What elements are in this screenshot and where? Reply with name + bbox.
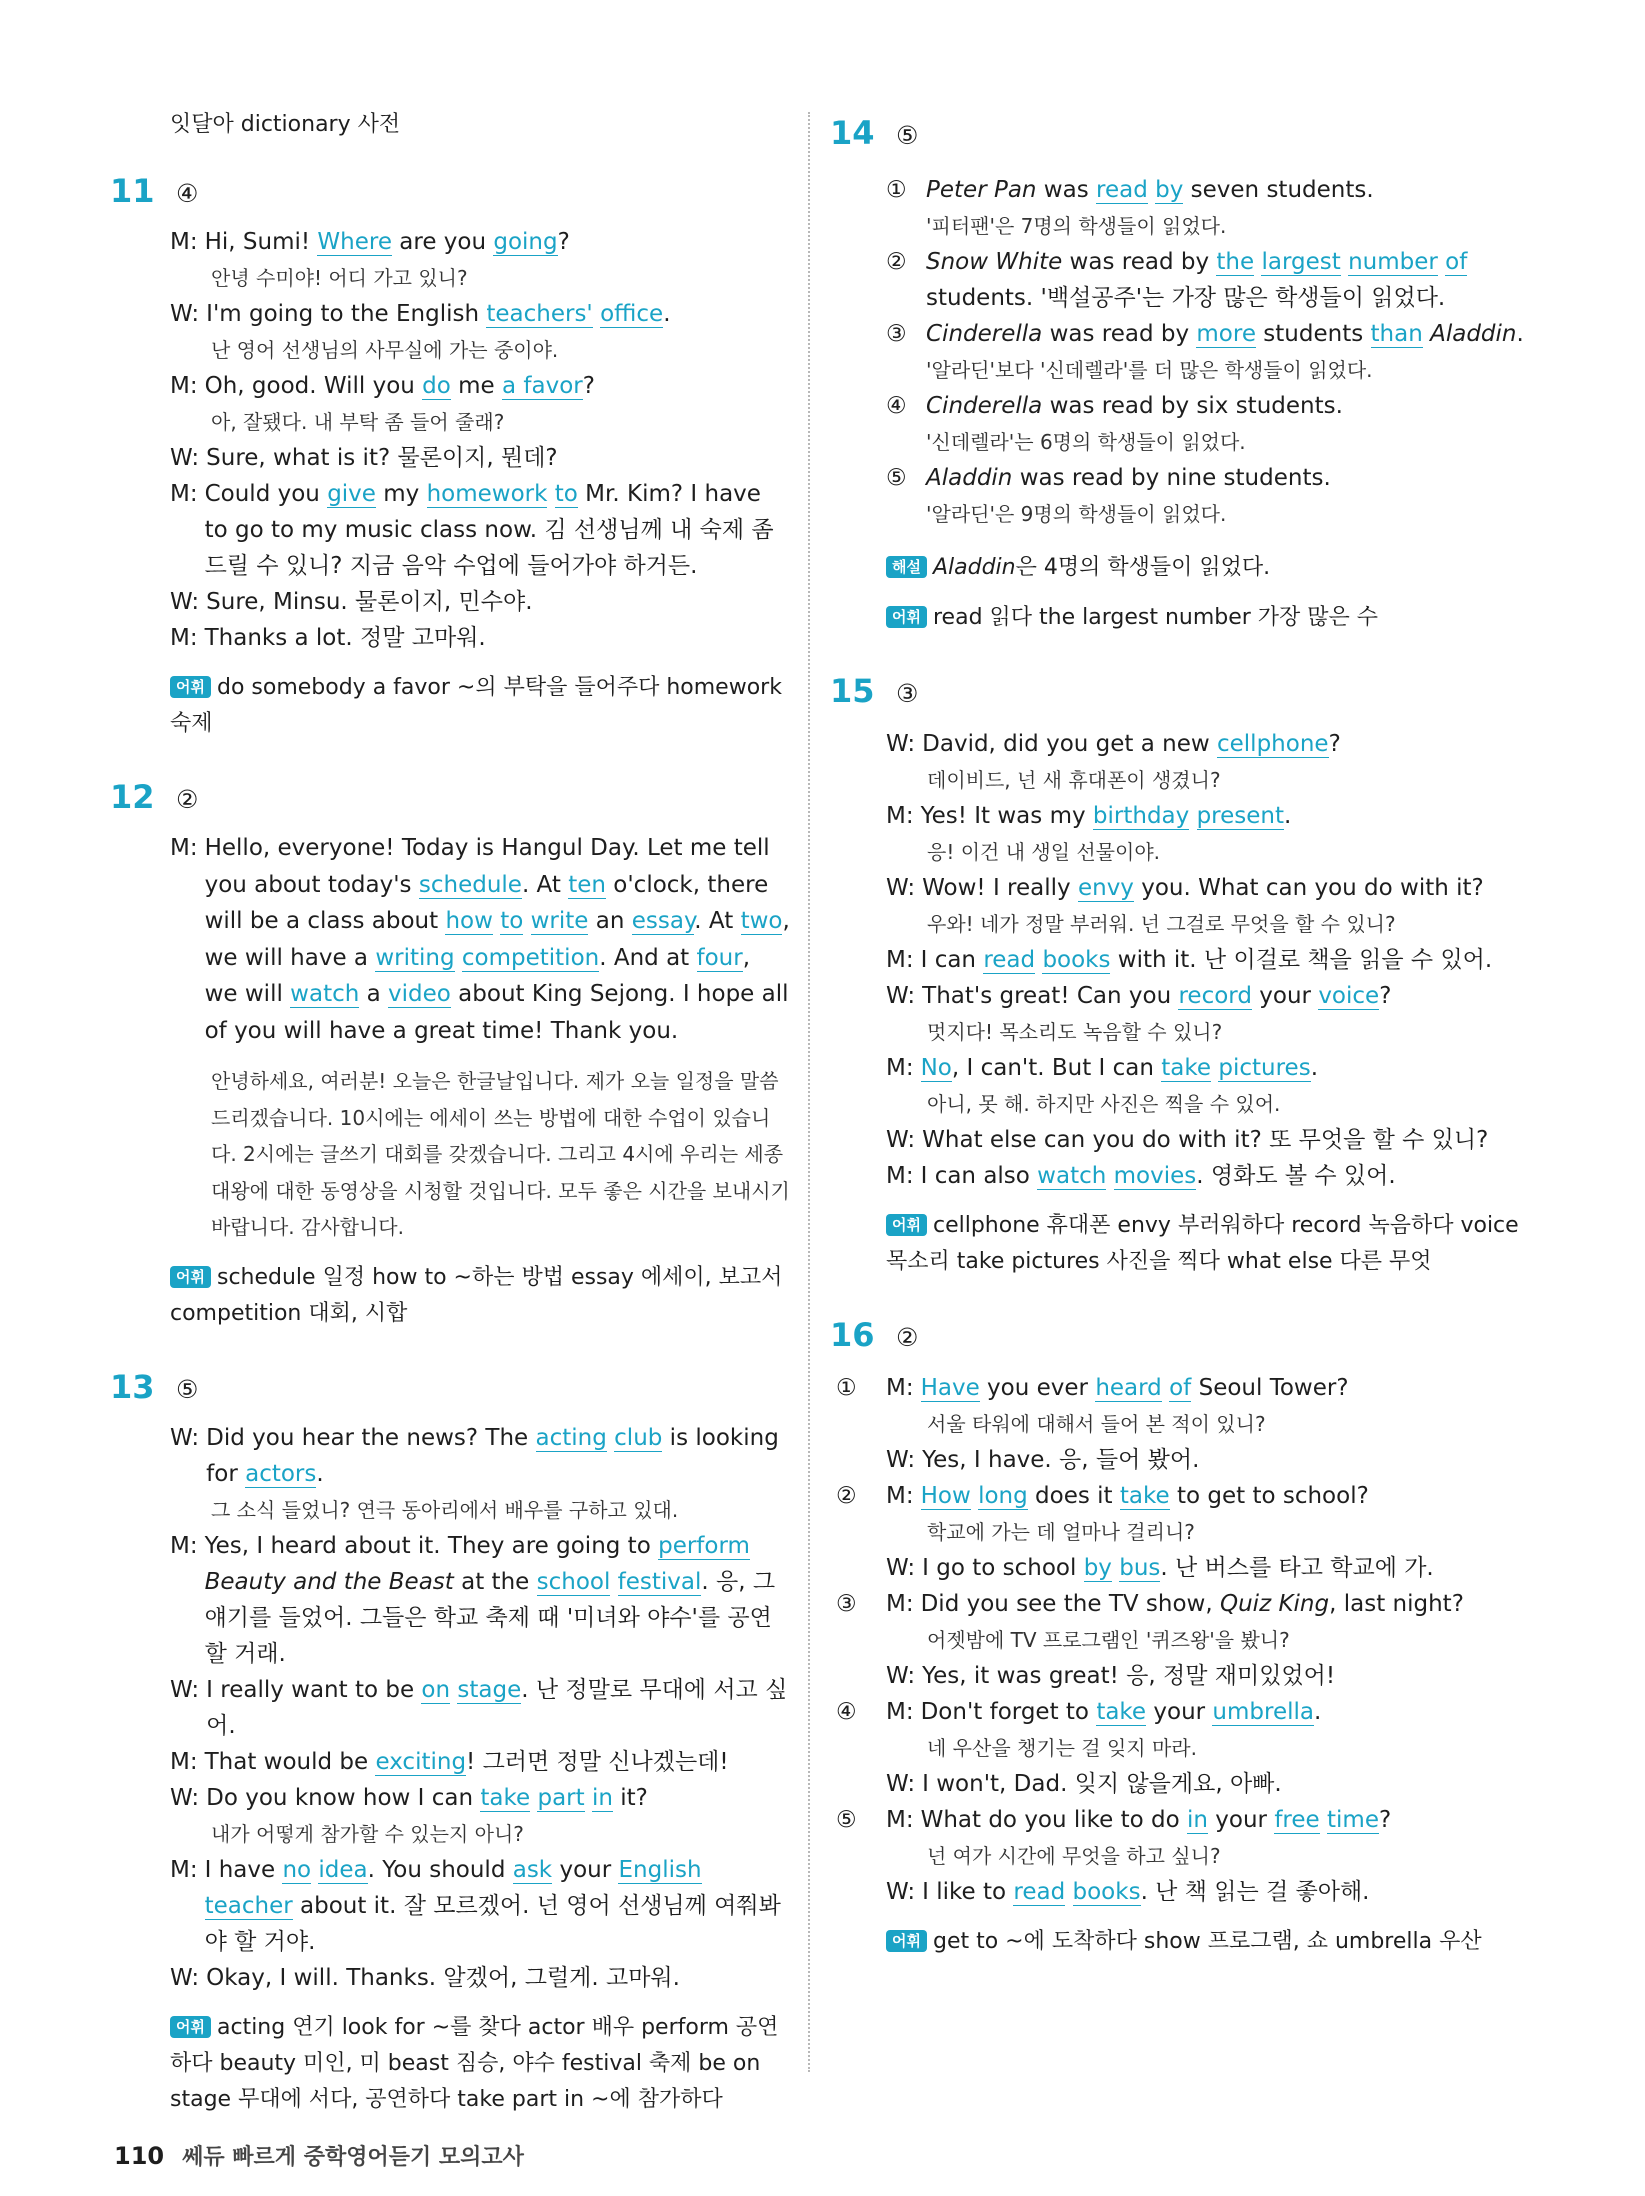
blank-answer: exciting — [375, 1748, 467, 1775]
left-column — [110, 108, 790, 2118]
blank-answer: more — [1196, 321, 1256, 347]
option-number: ⑤ — [886, 465, 907, 491]
question-11 — [110, 166, 790, 742]
speaker: M: — [170, 1748, 198, 1775]
blank-answer: envy — [1077, 875, 1134, 901]
blank-answer: stage — [457, 1676, 522, 1703]
blank-answer: books — [1072, 1879, 1141, 1905]
speaker: M: — [170, 835, 198, 861]
blank-answer: number — [1348, 249, 1438, 275]
translation: 우와! 네가 정말 부러워. 넌 그걸로 무엇을 할 수 있니? — [927, 912, 1396, 936]
speaker: M: — [170, 229, 198, 255]
answer-mark: ④ — [176, 179, 199, 208]
speaker: W: — [886, 1879, 916, 1905]
translation: 그 소식 들었니? 연극 동아리에서 배우를 구하고 있대. — [211, 1497, 679, 1522]
translation: '피터팬'은 7명의 학생들이 읽었다. — [926, 214, 1227, 238]
translation: 안녕하세요, 여러분! 오늘은 한글날입니다. 제가 오늘 일정을 말씀드리겠습니다. 10시에는 에세이 쓰는 방법에 대한 수업이 있습니다. 2시에는 글쓰기 대회를 갖겠습니다. 그리고 4시에 우리는 세종대왕에 대한 동영상을 시청할 것입니다. 모두 좋은 시간을 보내시기 바랍니다. 감사합니다. — [211, 1069, 790, 1239]
right-column — [830, 108, 1530, 1960]
vocab-note: 어휘 read 읽다 the largest number 가장 많은 수 — [886, 600, 1530, 636]
blank-answer: No — [920, 1055, 952, 1081]
dialogue-line: W: Sure, Minsu. 물론이지, 민수야. — [170, 584, 790, 620]
translation: 내가 어떻게 참가할 수 있는지 아니? — [211, 1821, 524, 1846]
option-4: ④ M: Don't forget to take your umbrella. — [886, 1694, 1530, 1730]
blank-answer: by — [1083, 1555, 1112, 1581]
speaker: W: — [886, 731, 916, 757]
dialogue-line: W: I won't, Dad. 잊지 않을게요, 아빠. — [886, 1766, 1530, 1802]
book-title: 쎄듀 빠르게 중학영어듣기 모의고사 — [182, 2145, 524, 2170]
question-number: 15 — [830, 672, 875, 710]
dialogue-line: W: I go to school by bus. 난 버스를 타고 학교에 가. — [886, 1550, 1530, 1586]
blank-answer: than — [1370, 321, 1423, 347]
blank-answer: festival — [617, 1568, 702, 1595]
blank-answer: four — [696, 944, 743, 971]
option-number: ② — [886, 249, 907, 275]
question-12 — [110, 772, 790, 1332]
dialogue-line: M: I can also watch movies. 영화도 볼 수 있어. — [886, 1158, 1530, 1194]
blank-answer: umbrella — [1212, 1699, 1314, 1725]
speaker: M: — [886, 947, 914, 973]
speaker: W: — [886, 875, 916, 901]
blank-answer: club — [614, 1424, 663, 1451]
translation: 학교에 가는 데 얼마나 걸리니? — [927, 1520, 1195, 1544]
blank-answer: two — [740, 908, 783, 934]
translation: '신데렐라'는 6명의 학생들이 읽었다. — [926, 430, 1246, 454]
question-number: 11 — [110, 172, 155, 210]
blank-answer: take — [480, 1784, 531, 1811]
dialogue-line: M: Yes, I heard about it. They are going to perform Beauty and the Beast at the school festival. 응, 그 얘기를 들었어. 그들은 학교 축제 때 '미녀와 야수'를 공연할 거래. — [170, 1528, 790, 1672]
speaker: W: — [170, 589, 200, 615]
translation: 아, 잘됐다. 내 부탁 좀 들어 줄래? — [211, 410, 505, 434]
speaker: M: — [886, 1591, 914, 1617]
blank-answer: part — [537, 1784, 585, 1811]
dialogue-line: M: Hi, Sumi! Where are you going? — [170, 224, 790, 260]
blank-answer: books — [1042, 947, 1111, 973]
vocab-badge: 어휘 — [886, 1930, 927, 1952]
option-5: ⑤ M: What do you like to do in your free time? — [886, 1802, 1530, 1838]
blank-answer: do — [422, 373, 451, 399]
blank-answer: to — [500, 908, 524, 934]
translation: 어젯밤에 TV 프로그램인 '퀴즈왕'을 봤니? — [927, 1628, 1290, 1652]
speaker: M: — [886, 1055, 914, 1081]
blank-answer: idea — [318, 1856, 368, 1883]
question-header — [110, 1362, 790, 1412]
speaker: W: — [886, 1771, 916, 1797]
page-number: 110 — [114, 2142, 165, 2170]
question-header — [830, 1310, 1530, 1360]
dialogue-line: M: Yes! It was my birthday present. — [886, 798, 1530, 834]
blank-answer: give — [327, 481, 376, 507]
explanation-note: 해설 Aladdin은 4명의 학생들이 읽었다. — [886, 550, 1530, 586]
speaker: M: — [886, 1807, 914, 1833]
dialogue-line: M: That would be exciting! 그러면 정말 신나겠는데! — [170, 1744, 790, 1780]
blank-answer: of — [1445, 249, 1468, 275]
blank-answer: take — [1096, 1699, 1147, 1725]
option-3: ③ M: Did you see the TV show, Quiz King, last night? — [886, 1586, 1530, 1622]
vocab-badge: 어휘 — [170, 1266, 211, 1288]
blank-answer: essay — [631, 908, 695, 934]
dialogue-line: M: Could you give my homework to Mr. Kim? I have to go to my music class now. 김 선생님께 내 숙제 좀 드릴 수 있니? 지금 음악 수업에 들어가야 하거든. — [170, 476, 790, 584]
title-italic: Beauty and the Beast — [204, 1568, 454, 1595]
option-number: ③ — [836, 1591, 857, 1617]
speaker: W: — [886, 1555, 916, 1581]
speaker: M: — [170, 1532, 198, 1559]
blank-answer: watch — [1037, 1163, 1107, 1189]
blank-answer: teachers' — [486, 301, 593, 327]
dialogue-line: W: Yes, I have. 응, 들어 봤어. — [886, 1442, 1530, 1478]
dialogue-line: W: Yes, it was great! 응, 정말 재미있었어! — [886, 1658, 1530, 1694]
column-divider — [808, 112, 810, 2072]
option-5: ⑤ Aladdin was read by nine students. — [886, 460, 1530, 496]
option-4: ④ Cinderella was read by six students. — [886, 388, 1530, 424]
blank-answer: writing — [375, 944, 455, 971]
blank-answer: going — [493, 229, 558, 255]
translation: 데이비드, 넌 새 휴대폰이 생겼니? — [927, 768, 1221, 792]
dialogue-line: W: David, did you get a new cellphone? — [886, 726, 1530, 762]
vocab-badge: 어휘 — [170, 2016, 211, 2038]
blank-answer: teacher — [204, 1892, 293, 1919]
question-15 — [830, 666, 1530, 1280]
dialogue-line: W: Wow! I really envy you. What can you do with it? — [886, 870, 1530, 906]
speaker: W: — [170, 1676, 200, 1703]
question-header — [110, 772, 790, 822]
blank-answer: long — [978, 1483, 1028, 1509]
blank-answer: schedule — [418, 871, 522, 898]
speaker: W: — [886, 1663, 916, 1689]
dialogue-line: M: Oh, good. Will you do me a favor? — [170, 368, 790, 404]
translation: 멋지다! 목소리도 녹음할 수 있니? — [927, 1020, 1223, 1044]
translation: '알라딘'보다 '신데렐라'를 더 많은 학생들이 읽었다. — [926, 358, 1373, 382]
translation: 넌 여가 시간에 무엇을 하고 싶니? — [927, 1844, 1221, 1868]
vocab-note: 어휘 acting 연기 look for ~를 찾다 actor 배우 perform 공연하다 beauty 미인, 미 beast 짐승, 야수 festival 축제 be on stage 무대에 서다, 공연하다 take part in ~에 참가하다 — [170, 2014, 779, 2112]
option-number: ① — [886, 177, 907, 203]
blank-answer: pictures — [1218, 1055, 1311, 1081]
dialogue-line: W: What else can you do with it? 또 무엇을 할 수 있니? — [886, 1122, 1530, 1158]
vocab-note: 어휘 cellphone 휴대폰 envy 부러워하다 record 녹음하다 voice 목소리 take pictures 사진을 찍다 what else 다른 무엇 — [886, 1213, 1519, 1274]
answer-mark: ② — [896, 1323, 919, 1352]
blank-answer: of — [1169, 1375, 1192, 1401]
speaker: M: — [170, 625, 198, 651]
question-14 — [830, 108, 1530, 636]
dialogue-line: M: No, I can't. But I can take pictures. — [886, 1050, 1530, 1086]
option-2: ② M: How long does it take to get to school? — [886, 1478, 1530, 1514]
blank-answer: write — [530, 908, 589, 934]
vocab-badge: 어휘 — [170, 676, 211, 698]
blank-answer: English — [618, 1856, 702, 1883]
option-3: ③ Cinderella was read by more students than Aladdin. — [886, 316, 1530, 352]
blank-answer: perform — [658, 1532, 750, 1559]
translation: 네 우산을 챙기는 걸 잊지 마라. — [927, 1736, 1197, 1760]
blank-answer: to — [554, 481, 578, 507]
blank-answer: take — [1119, 1483, 1170, 1509]
blank-answer: read — [983, 947, 1036, 973]
speaker: W: — [886, 1127, 916, 1153]
blank-answer: movies — [1113, 1163, 1197, 1189]
speaker: M: — [886, 803, 914, 829]
blank-answer: video — [388, 981, 451, 1007]
dialogue-line: M: I have no idea. You should ask your English teacher about it. 잘 모르겠어. 넌 영어 선생님께 여쭤봐야 할 거야. — [170, 1852, 790, 1960]
blank-answer: in — [591, 1784, 613, 1811]
translation: 난 영어 선생님의 사무실에 가는 중이야. — [211, 338, 559, 362]
option-number: ④ — [836, 1699, 857, 1725]
question-number: 13 — [110, 1367, 155, 1406]
blank-answer: homework — [426, 481, 548, 507]
speaker: M: — [886, 1375, 914, 1401]
blank-answer: watch — [290, 981, 360, 1007]
vocab-note: 어휘 schedule 일정 how to ~하는 방법 essay 에세이, 보고서 competition 대회, 시합 — [170, 1264, 783, 1326]
speaker: M: — [886, 1699, 914, 1725]
monologue: M: Hello, everyone! Today is Hangul Day. Let me tell you about today's schedule. At ten o'clock, there will be a class about how to write an essay. At two, we will have a writing competition. And at four, we will watch a video about King Sejong. I hope all of you will have a great time! Thank you. — [170, 830, 790, 1049]
blank-answer: read — [1013, 1879, 1066, 1905]
blank-answer: free — [1274, 1807, 1320, 1833]
speaker: W: — [170, 445, 200, 471]
answer-mark: ⑤ — [176, 1374, 199, 1404]
blank-answer: time — [1327, 1807, 1379, 1833]
dialogue-line: W: I'm going to the English teachers' office. — [170, 296, 790, 332]
dialogue-line: W: Did you hear the news? The acting club is looking for actors. — [170, 1420, 790, 1492]
answer-mark: ② — [176, 785, 199, 814]
speaker: M: — [170, 373, 198, 399]
speaker: W: — [170, 1784, 200, 1811]
option-number: ② — [836, 1483, 857, 1509]
vocab-note: 어휘 do somebody a favor ~의 부탁을 들어주다 homework 숙제 — [170, 675, 782, 736]
blank-answer: largest — [1261, 249, 1341, 275]
option-number: ⑤ — [836, 1807, 857, 1833]
speaker: W: — [170, 301, 200, 327]
translation: '알라딘'은 9명의 학생들이 읽었다. — [926, 502, 1227, 526]
speaker: W: — [170, 1964, 200, 1991]
answer-mark: ⑤ — [896, 121, 919, 150]
blank-answer: heard — [1095, 1375, 1162, 1401]
speaker: M: — [170, 1856, 198, 1883]
dialogue-line: W: Sure, what is it? 물론이지, 뭔데? — [170, 440, 790, 476]
question-16 — [830, 1310, 1530, 1960]
blank-answer: Where — [317, 229, 392, 255]
previous-vocab-tail: 잇달아 dictionary 사전 — [170, 112, 401, 137]
blank-answer: read — [1096, 177, 1148, 203]
option-number: ① — [836, 1375, 857, 1401]
blank-answer: how — [445, 908, 493, 934]
dialogue-line: W: I really want to be on stage. 난 정말로 무대에 서고 싶어. — [170, 1672, 790, 1744]
option-number: ③ — [886, 321, 907, 347]
dialogue-line: M: I can read books with it. 난 이걸로 책을 읽을 수 있어. — [886, 942, 1530, 978]
blank-answer: in — [1187, 1807, 1208, 1833]
dialogue-line: W: Do you know how I can take part in it? — [170, 1780, 790, 1816]
option-number: ④ — [886, 393, 907, 419]
blank-answer: ask — [512, 1856, 553, 1883]
question-number: 12 — [110, 778, 155, 816]
vocab-badge: 어휘 — [886, 1214, 927, 1236]
vocab-note: 어휘 get to ~에 도착하다 show 프로그램, 쇼 umbrella 우산 — [886, 1924, 1530, 1960]
blank-answer: acting — [535, 1424, 607, 1451]
blank-answer: the — [1216, 249, 1255, 275]
question-13 — [110, 1362, 790, 2118]
blank-answer: record — [1178, 983, 1252, 1009]
translation: 안녕 수미야! 어디 가고 있니? — [211, 266, 468, 290]
option-1: ① M: Have you ever heard of Seoul Tower? — [886, 1370, 1530, 1406]
speaker: W: — [886, 1447, 916, 1473]
blank-answer: school — [536, 1568, 611, 1595]
blank-answer: no — [282, 1856, 312, 1883]
blank-answer: bus — [1119, 1555, 1161, 1581]
blank-answer: ten — [568, 871, 606, 898]
blank-answer: How — [920, 1483, 971, 1509]
blank-answer: Have — [920, 1375, 980, 1401]
speaker: W: — [170, 1424, 200, 1451]
blank-answer: cellphone — [1217, 731, 1329, 757]
dialogue-line: M: Thanks a lot. 정말 고마워. — [170, 620, 790, 656]
option-2: ② Snow White was read by the largest number of students. '백설공주'는 가장 많은 학생들이 읽었다. — [886, 244, 1530, 316]
question-header — [110, 166, 790, 216]
blank-answer: competition — [461, 944, 600, 971]
option-1: ① Peter Pan was read by seven students. — [886, 172, 1530, 208]
blank-answer: by — [1155, 177, 1184, 203]
blank-answer: on — [421, 1676, 451, 1703]
blank-answer: office — [600, 301, 664, 327]
blank-answer: birthday — [1092, 803, 1190, 829]
dialogue-line: W: That's great! Can you record your voice? — [886, 978, 1530, 1014]
blank-answer: voice — [1318, 983, 1380, 1009]
vocab-badge: 어휘 — [886, 606, 927, 628]
explanation-badge: 해설 — [886, 556, 927, 578]
blank-answer: take — [1161, 1055, 1212, 1081]
answer-mark: ③ — [896, 679, 919, 708]
question-header — [830, 108, 1530, 158]
speaker: W: — [886, 983, 916, 1009]
dialogue-line: W: Okay, I will. Thanks. 알겠어, 그럴게. 고마워. — [170, 1960, 790, 1996]
translation: 서울 타워에 대해서 들어 본 적이 있니? — [927, 1412, 1266, 1436]
speaker: M: — [886, 1483, 914, 1509]
speaker: M: — [886, 1163, 914, 1189]
blank-answer: a favor — [502, 373, 583, 399]
speaker: M: — [170, 481, 198, 507]
dialogue-line: W: I like to read books. 난 책 읽는 걸 좋아해. — [886, 1874, 1530, 1910]
question-number: 16 — [830, 1316, 875, 1354]
question-number: 14 — [830, 114, 875, 152]
blank-answer: actors — [245, 1460, 317, 1487]
translation: 응! 이건 내 생일 선물이야. — [927, 840, 1161, 864]
question-header — [830, 666, 1530, 716]
translation: 아니, 못 해. 하지만 사진은 찍을 수 있어. — [927, 1092, 1281, 1116]
page-footer — [114, 2140, 524, 2171]
blank-answer: present — [1196, 803, 1285, 829]
